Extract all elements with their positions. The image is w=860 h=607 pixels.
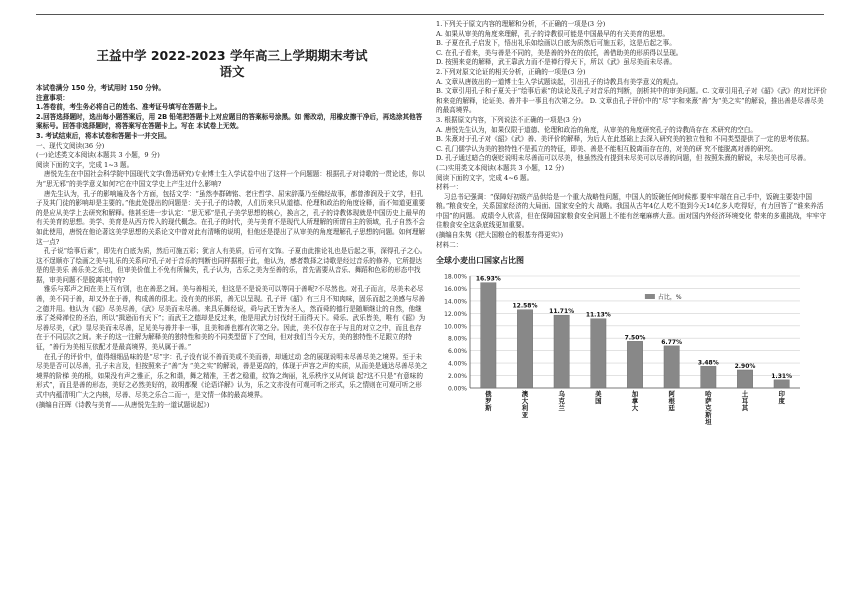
material-label: 材料二：	[436, 240, 463, 249]
bar	[774, 380, 789, 388]
y-tick-label: 6.00%	[447, 348, 467, 356]
right-column	[436, 20, 828, 439]
category-label: 哈萨克斯坦	[705, 389, 712, 426]
bar	[517, 310, 532, 388]
reading-prompt: 阅读下面的文字，完成 1~3 题。	[36, 160, 134, 169]
part-heading: (一)论述类文本阅读(本题共 3 小题，9 分)	[36, 151, 160, 160]
notice-item: 2.回答选择题时，选出每小题答案后，用 2B 铅笔把答题卡上对应题目的答案标号涂黑。如 需改动，用橡皮擦干净后，再选涂其他答案标号。回答非选择题时，将答案写在答题卡上。写在 本试卷上无效。	[36, 112, 423, 131]
reading-prompt: 阅读下面的文字，完成 4~6 题。	[436, 173, 534, 182]
bar	[664, 346, 679, 388]
notice-heading: 注意事项：	[36, 93, 69, 102]
y-tick-label: 12.00%	[444, 310, 467, 318]
exam-subject: 语文	[219, 64, 245, 79]
question-option: B. 文章引用孔子和子夏关于“绘事后素”的谈论及孔子对音乐的判断，剖析其中的审美问题。C. 文章引用孔子对《韶》《武》的对比评价和来竞的解释，论证美、善并非一事且有次第之分。 D. 文章由孔子评价中的“尽”字和来熹“善”为“美之实”的解说，推出善是尽善尽美的最高境界。	[436, 87, 827, 115]
category-label: 澳大利亚	[521, 389, 529, 419]
category-label: 加拿大	[631, 389, 639, 412]
y-tick-label: 14.00%	[444, 298, 467, 306]
part-heading: (二)实用类文本阅读(本题共 3 小题，12 分)	[436, 163, 565, 172]
category-label: 俄罗斯	[485, 389, 492, 412]
bar	[591, 319, 606, 388]
question-option: A. 如果从审美的角度来理解，孔子的诗教很可能是中国最早的有关美育的思想。	[436, 29, 670, 38]
category-label: 乌克兰	[558, 389, 565, 412]
question-option: C. 孔门儒学认为美的独特性不是孤立的特征，即美、善是不能相互脱离而存在的，对美的研 究不能脱离对善的研究。	[436, 144, 777, 153]
bar	[737, 370, 752, 388]
y-tick-label: 2.00%	[447, 372, 467, 380]
passage-paragraph: 唐先生认为，孔子的影响遍及各个方面，包括文学：“虽然李群碑铭、老庄哲学、屈宋辞藻乃至佛经故事，都曾渗润及于文学，但孔子及其门徒的影响却是主要的。”他此处提出的问题是：关于孔子的诗教，人们历来只从道德、伦理和政治的角度诠释，而不知道更重要的是应从美学上去研究和解释。他甚至进一步认定：“思无邪”是孔子美学思想的核心，换言之，孔子的诗教体现就是中国历史上最早的有关美育的思想。美学、美育是从西方传入的现代概念。在孔子的时代，美与美育不是现代人所理解的所谓自主的领域，孔子自然不会如此使用，唐悦在他论著这美学思想的关系论文中曾对此有清晰的说明，但他还是提出了从审美的角度理解孔子思想的问题。如何理解这一点?	[36, 189, 426, 246]
notice-item: 3. 考试结束后，将本试卷和答题卡一并交回。	[36, 131, 171, 140]
y-tick-label: 0.00%	[447, 385, 467, 393]
score-line: 本试卷满分 150 分，考试用时 150 分钟。	[36, 84, 166, 92]
y-tick-label: 18.00%	[444, 273, 467, 281]
bar-value-label: 1.31%	[771, 372, 793, 380]
legend-swatch	[645, 294, 655, 299]
bar-value-label: 3.48%	[697, 359, 719, 367]
category-label: 美国	[595, 389, 602, 405]
bar-value-label: 7.50%	[624, 334, 646, 342]
bar-value-label: 6.77%	[661, 338, 683, 346]
bar	[481, 283, 496, 388]
chart-title: 全球小麦出口国家占比图	[436, 256, 524, 266]
section-heading: 一、现代文阅读(36 分)	[36, 141, 105, 150]
question-stem: 1.下列关于原文内容的理解和分析，不正确的一项是(3 分)	[436, 20, 606, 28]
passage-paragraph: 雅乐与郑声之间在美上互有别，也在善恶之间。美与善相关，但这是不是说美可以等同于善呢?不尽然也。对孔子而言，尽美未必尽善，美不同于善，却又外在于善，构成善的很北。没有美的形质，善无以呈现。孔子评《韶》有三月不知肉味，固乐而起之美感与尽善之德并用。他认为《韶》尽美尽善，《武》尽美而未尽善。来具乐舞经说，舜与武王皆为圣人，然而舜的德行是随顺继让的自然，他继承了尧舜禅位的圣治，所以“揖逊而有天下”；而武王之德却是反过来，他是用武力讨伐纣王而得天下。舜乐、武乐皆美，唯有《韶》为尽善尽美，《武》显尽美而未尽善，足见美与善并非一事，且美和善也都有次第之分。因此，美不仅存在于与且的对立之中，而且也存在于不同层次之间。来子的这一注解为解释美的独特性和美的不同类型留下了空间，但对我们当今天方，美的独特性不足跟立的特征，“善行为美相互依配才是最高境界，美从属于善。”	[36, 285, 426, 352]
bar-value-label: 11.13%	[585, 311, 611, 319]
left-column	[36, 20, 428, 410]
y-tick-label: 10.00%	[444, 323, 467, 331]
bar	[701, 366, 716, 388]
question-option: C. 在孔子看来，美与善是不同的，美是善的外在的依托，善借助美的形质得以呈现。	[436, 48, 683, 57]
y-tick-label: 8.00%	[447, 335, 467, 343]
bar	[554, 315, 569, 388]
bar-value-label: 12.58%	[512, 302, 538, 310]
legend-label: 占比，%	[657, 293, 682, 301]
passage-paragraph: 唐悦先生在中国社会科学院中国现代文学(鲁迅研究)专业博士生入学试卷中出了这样一个问题题：根据孔子对诗歌的一贯论述，你以为“思无邪”的美学意义如何?它在中国文学史上产生过什么影响?	[36, 170, 425, 188]
question-option: D. 孔子通过暗合的褒贬说明未尽善而可以尽美，他虽然没有提到未尽美可以尽善的问题，但 按照朱熹的解说，未尽美也可尽善。	[436, 154, 810, 163]
material-source: (摘编自朱隽《把大国粮仓的根基夯得更实》)	[436, 231, 564, 240]
bar-value-label: 11.71%	[549, 307, 575, 315]
bar-value-label: 2.90%	[734, 362, 756, 370]
material-text: 习总书记强调：“保障好初级产品供给是一个重大战略性问题，中国人的饭碗任何时候都 要牢牢端在自己手中，饭碗主要装中国粮。”粮食安全，关系国家经济的大局面、国家安全的大 战略。我国从古年4亿人吃不饱到今天14亿多人吃得好，有力回答了“谁来养活中国”的问题。 成绩令人欣喜，但在保障国家粮食安全问题上不能有丝毫麻痹大意。面对国内外经济环境变化 带来的多重挑战，牢牢守住粮食安全这条底线更加重要。	[436, 192, 826, 230]
question-option: A. 唐悦先生认为，如果仅限于道德、伦理和政治的角度，从审美的角度研究孔子的诗教尚存在 术研究的空白。	[436, 125, 757, 134]
y-tick-label: 4.00%	[447, 360, 467, 368]
passage-paragraph: 孔子说“绘事后素”，即先有白底为质，然后可施五彩；犹言人有美质，后可有文饰。子夏由此推论礼也是后起之事，深得孔子之心。这不逞顺亦了绘画之美与礼乐的关系问?孔子对于音乐的判断也同样据根于此，他认为，感者数择之诗歌是经过音乐的修养，它所提达是的是美乐 善乐美之乐也，但审美价值上不免有所偏失，孔子认为，古乐之美为至善的乐，首先需要从音乐、舞蹈和色彩的形态中找据，审美问题不是脱离其中的?	[36, 247, 427, 284]
question-option: D. 按照来竞的解释，武王靠武力而不是禅行得天下，所以《武》虽尽美而未尽善。	[436, 58, 677, 67]
question-option: A. 文章从唐彼出的一道博士生入学试题谈起，引出孔子的诗教具有美学意义的观点。	[436, 77, 683, 86]
category-label: 土耳其	[741, 389, 749, 412]
y-tick-label: 16.00%	[444, 285, 467, 293]
top-rule	[36, 14, 824, 15]
question-option: B. 子夏在孔子启发下，悟出礼乐如绘画以白底为质然后可施五彩，这是后起之事。	[436, 39, 676, 48]
question-stem: 2.下列对原文论证的相关分析，正确的一项是(3 分)	[436, 67, 586, 76]
bar	[627, 341, 642, 388]
passage-source: (摘编自汪晖《诗教与美育——从唐悦先生的一道试题说起》)	[36, 400, 210, 409]
category-label: 印度	[778, 389, 785, 405]
question-stem: 3. 根据原文内容，下列说法不正确的一项是(3 分)	[436, 115, 582, 124]
passage-paragraph: 在孔子的评价中，值得细细品味的是“尽”字：孔子没有说不善而美或不美而善，却通过动 念的展现说明未尽善尽美之境界。至于未尽美是否可以尽善，孔子未言及，但按照来子“善”为 “美之实”的解说，善是更高的，体现于声容之声的实质，从而美是通达尽善尽美之境界的阶梯 美的根，如果没有声之雅正，乐之和谐，舞之精准，王者之稳重，纹饰之绚丽，礼乐秩序又从何谈 起?这不只是“有意味的形式”，而且是善的形态，美好之必然美好的，故明都聚《论语详解》认为，乐之文亦没有可观可听之形式，乐之情则在可观可听之形式中内蕴清明广大之内核，尽善、尽美之乐合二而一，是文情一体的最高境界。	[36, 352, 428, 399]
notice-item: 1.答卷前，考生务必将自己的姓名、准考证号填写在答题卡上。	[36, 103, 222, 112]
bar-value-label: 16.93%	[475, 275, 501, 283]
wheat-export-chart	[436, 266, 828, 436]
exam-title: 王益中学 2022-2023 学年高三上学期期末考试	[96, 48, 368, 63]
material-label: 材料一：	[436, 183, 463, 192]
category-label: 阿根廷	[668, 389, 675, 412]
question-option: B. 朱熹对于孔子对《韶》《武》善、美评价的解释，为后人在此基础上去深入研究美的独立性和 不同类型提供了一定的思考依据。	[436, 135, 814, 144]
